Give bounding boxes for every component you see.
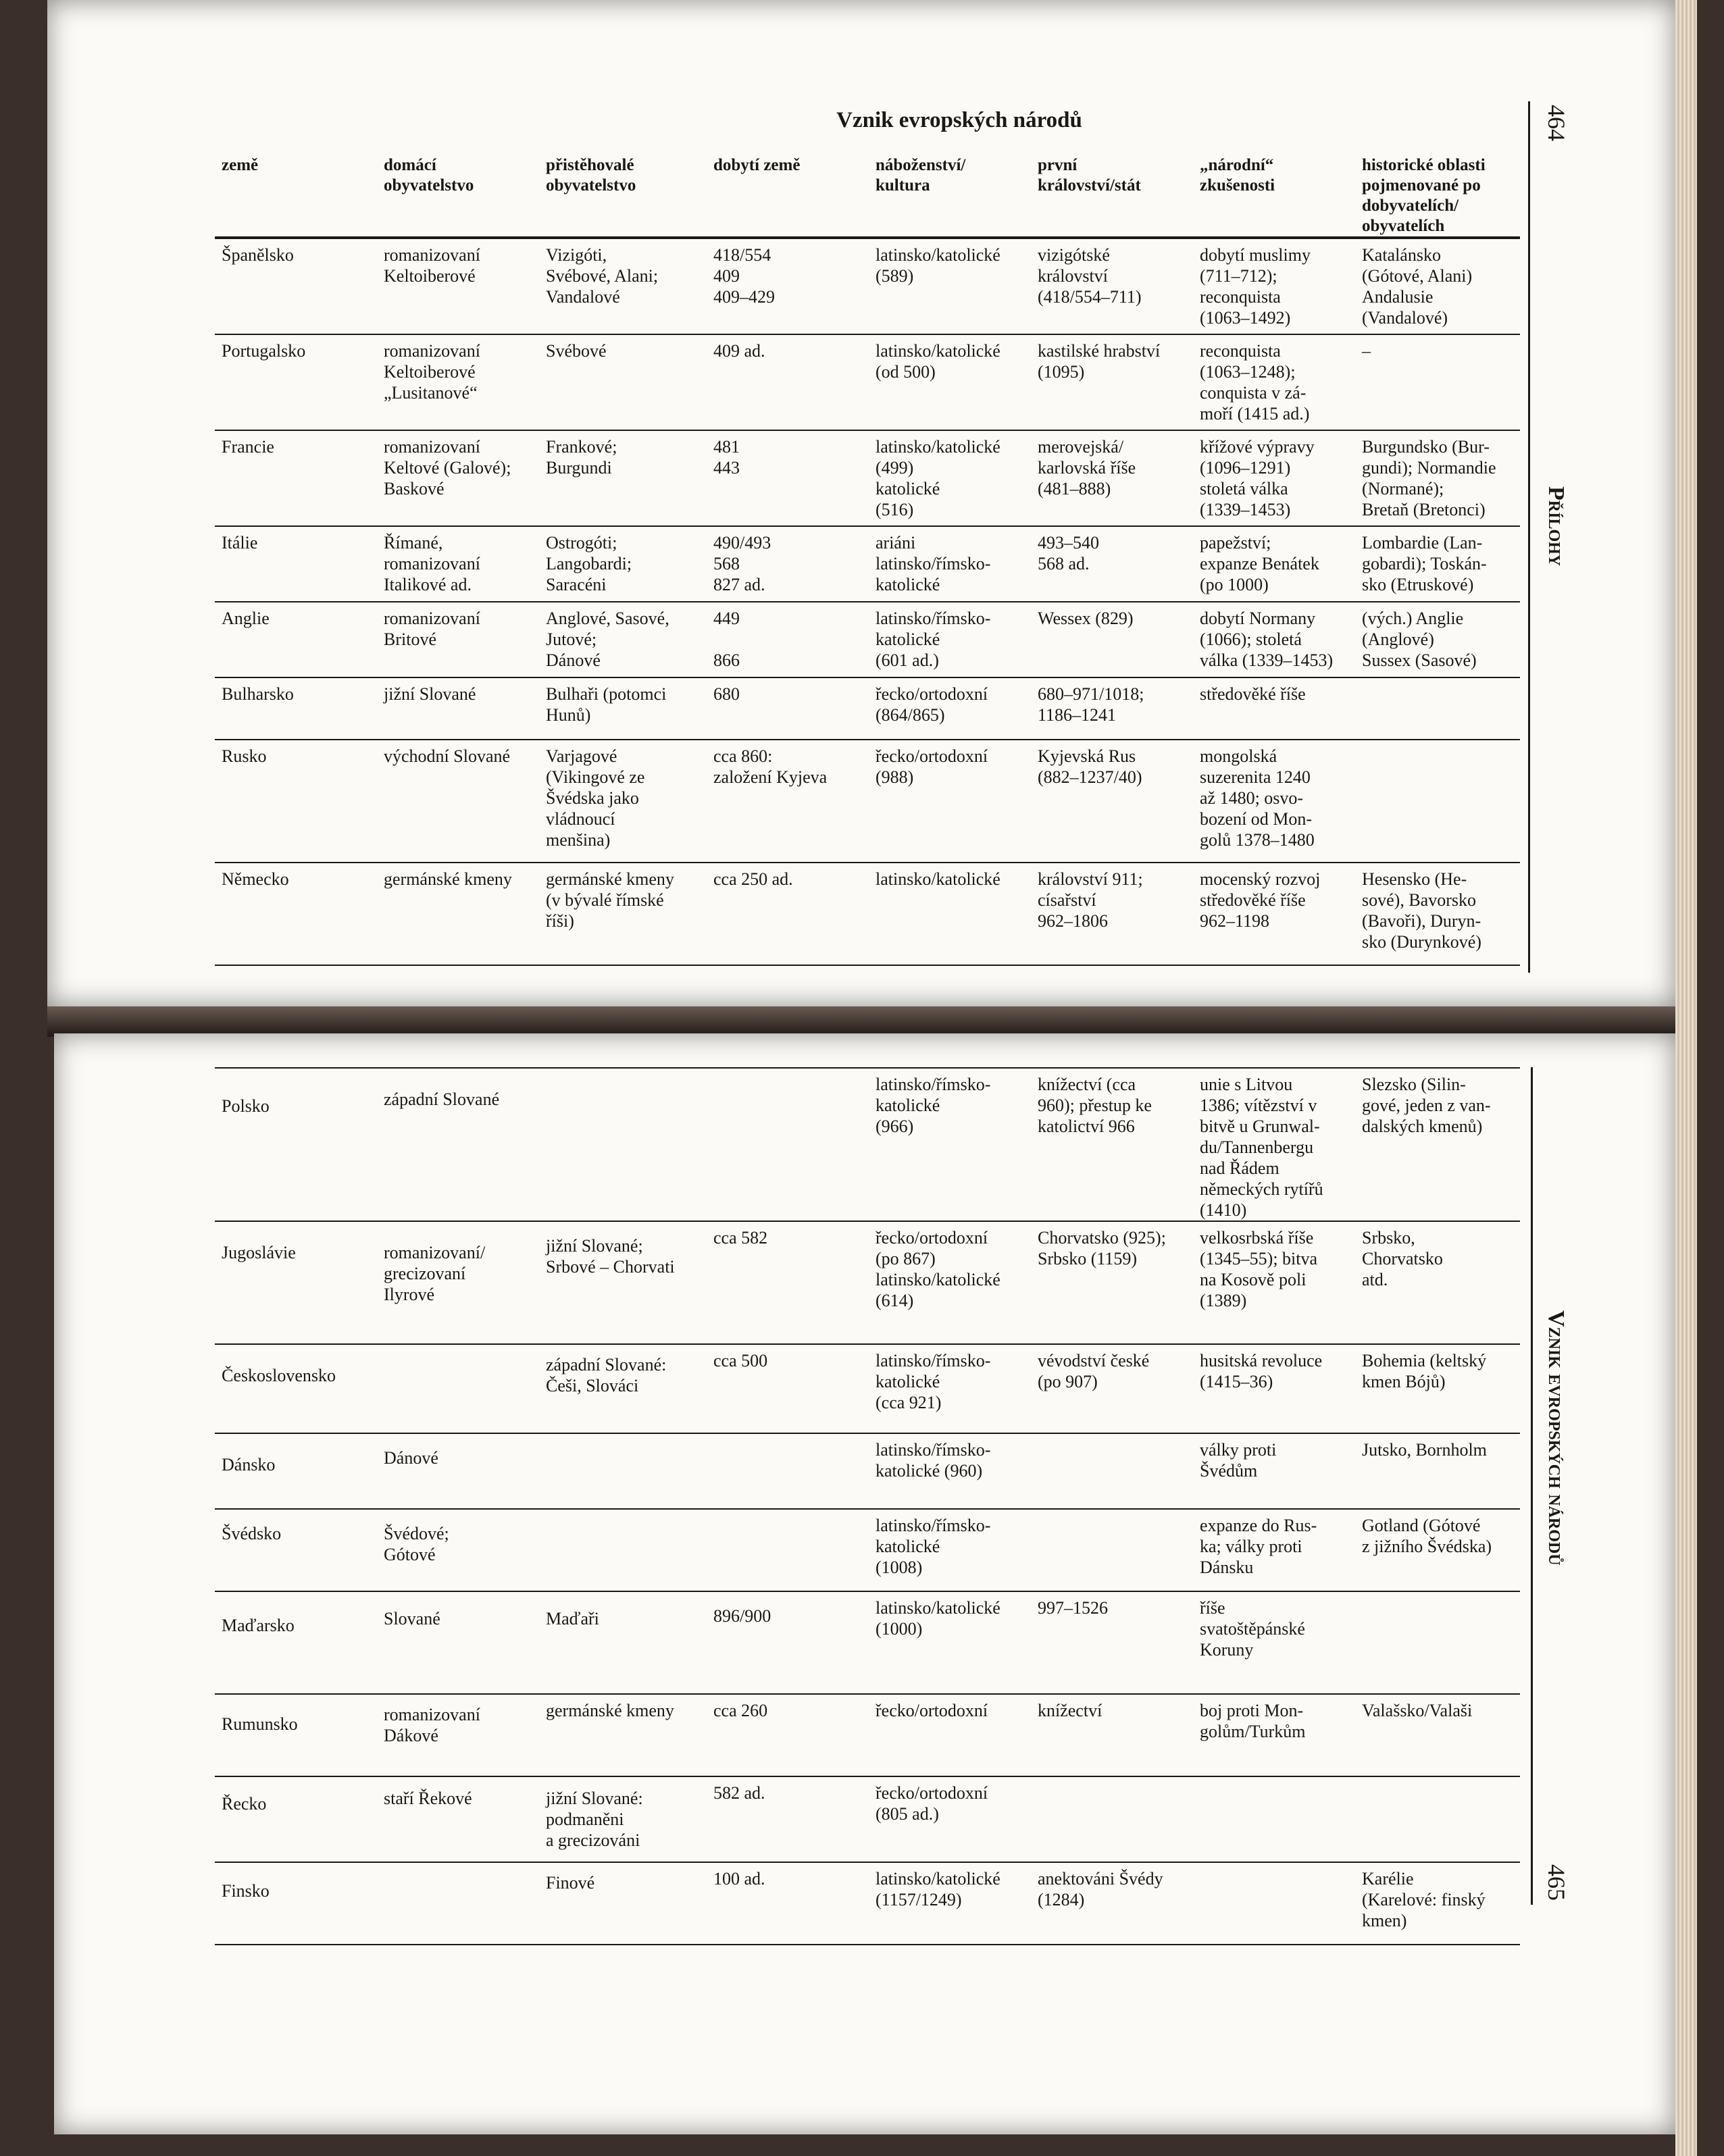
table-cell: latinsko/katolické [876, 869, 1000, 889]
table-cell: romanizovaní Dákové [384, 1705, 480, 1745]
header-cell: náboženství/ kultura [876, 156, 966, 195]
table-cell: – [1362, 341, 1371, 361]
table-row [215, 1222, 1520, 1345]
table-cell: germánské kmeny (v bývalé římské říši) [546, 869, 674, 931]
table-row [215, 1345, 1520, 1434]
table-cell: latinsko/katolické (589) [876, 245, 1000, 286]
table-header-row [215, 150, 1520, 239]
table-cell: Jugoslávie [222, 1243, 296, 1262]
running-head-bottom: Vznik evropských národů [1544, 1310, 1569, 1566]
table-row [215, 1434, 1520, 1510]
table-cell: Bohemia (keltský kmen Bójů) [1362, 1351, 1487, 1391]
table-cell: mocenský rozvoj středověké říše 962–1198 [1200, 869, 1321, 931]
table-cell: Chorvatsko (925); Srbsko (1159) [1038, 1228, 1166, 1268]
table-cell: dobytí Normany (1066); stoletá válka (1339–1453) [1200, 609, 1334, 670]
table-cell: latinsko/katolické (499) katolické (516) [876, 437, 1000, 519]
table-row [215, 863, 1520, 966]
table-cell: Anglie [222, 609, 270, 628]
table-cell: cca 250 ad. [713, 869, 793, 889]
table-cell: Maďaři [546, 1609, 599, 1628]
table-row [215, 1863, 1520, 1945]
table-cell: jižní Slované: podmaněni a grecizováni [546, 1789, 643, 1850]
table-cell: Finsko [222, 1881, 270, 1901]
table-cell: Řecko [222, 1794, 267, 1814]
table-cell: říše svatoštěpánské Koruny [1200, 1598, 1305, 1660]
table-cell: řecko/ortodoxní (po 867) latinsko/katolické (614) [876, 1228, 1000, 1310]
table-cell: Římané, romanizovaní Italikové ad. [384, 533, 480, 594]
table-cell: husitská revoluce (1415–36) [1200, 1351, 1323, 1391]
table-cell: Polsko [222, 1096, 270, 1116]
table-cell: cca 582 [713, 1228, 768, 1248]
book-gutter [47, 1006, 1675, 1037]
table-cell: řecko/ortodoxní (988) [876, 746, 988, 787]
table-cell: germánské kmeny [546, 1701, 674, 1720]
table-cell: 997–1526 [1038, 1598, 1108, 1618]
table-cell: Hesensko (He- sové), Bavorsko (Bavoři), Duryn- sko (Durynkové) [1362, 869, 1481, 952]
table-cell: mongolská suzerenita 1240 až 1480; osvo- bození od Mon- golů 1378–1480 [1200, 746, 1315, 850]
table-cell: romanizovaní Keltové (Galové); Baskové [384, 437, 511, 498]
table-cell: velkosrbská říše (1345–55); bitva na Kosově poli (1389) [1200, 1228, 1318, 1310]
table-cell: latinsko/katolické (1157/1249) [876, 1869, 1000, 1909]
table-row [215, 1777, 1520, 1863]
table-cell: Burgundsko (Bur- gundi); Normandie (Normané); Bretaň (Bretonci) [1362, 437, 1496, 519]
table-cell: Gotland (Gótové z jižního Švédska) [1362, 1516, 1492, 1556]
table-cell: 680–971/1018; 1186–1241 [1038, 684, 1144, 725]
table-row [215, 1592, 1520, 1695]
table-cell: království 911; císařství 962–1806 [1038, 869, 1143, 931]
table-cell: merovejská/ karlovská říše (481–888) [1038, 437, 1136, 498]
table-cell: latinsko/římsko- katolické (1008) [876, 1516, 991, 1577]
table-cell: romanizovaní/ grecizovaní Ilyrové [384, 1243, 486, 1304]
page-number-bottom: 465 [1543, 1864, 1570, 1901]
table-row [215, 239, 1520, 335]
table-bottom [215, 1067, 1520, 1945]
table-cell: Bulharsko [222, 684, 294, 704]
page-edges [1675, 0, 1697, 2156]
table-cell: Kyjevská Rus (882–1237/40) [1038, 746, 1142, 787]
table-cell: anektováni Švédy (1284) [1038, 1869, 1163, 1909]
table-cell: Lombardie (Lan- gobardi); Toskán- sko (Etruskové) [1362, 533, 1487, 594]
table-cell: řecko/ortodoxní (864/865) [876, 684, 988, 725]
table-cell: Dánsko [222, 1455, 276, 1474]
table-cell: latinsko/římsko- katolické (966) [876, 1075, 991, 1136]
table-row [215, 527, 1520, 602]
table-cell: latinsko/katolické (od 500) [876, 341, 1000, 382]
table-cell: Jutsko, Bornholm [1362, 1440, 1487, 1460]
table-title: Vznik evropských národů [836, 108, 1082, 132]
table-cell: 409 ad. [713, 341, 765, 361]
table-cell: Dánové [384, 1448, 438, 1468]
table-cell: jižní Slované; Srbové – Chorvati [546, 1236, 675, 1277]
table-cell: křížové výpravy (1096–1291) stoletá válka (1339–1453) [1200, 437, 1315, 519]
table-cell: řecko/ortodoxní (805 ad.) [876, 1783, 988, 1824]
table-row [215, 431, 1520, 527]
table-cell: Vizigóti, Svébové, Alani; Vandalové [546, 245, 659, 307]
table-cell: jižní Slované [384, 684, 476, 704]
table-cell: 582 ad. [713, 1783, 765, 1803]
table-cell: Srbsko, Chorvatsko atd. [1362, 1228, 1443, 1289]
table-cell: 896/900 [713, 1606, 771, 1626]
table-cell: Svébové [546, 341, 607, 361]
table-cell: unie s Litvou 1386; vítězství v bitvě u Grunwal- du/Tannenbergu nad Řádem německých rytířů (1410) [1200, 1075, 1323, 1220]
table-cell: cca 500 [713, 1351, 768, 1370]
header-cell: domácí obyvatelstvo [384, 156, 474, 195]
table-cell: Švédové; Gótové [384, 1524, 449, 1564]
table-cell: germánské kmeny [384, 869, 512, 889]
table-cell: latinsko/římsko- katolické (601 ad.) [876, 609, 991, 670]
table-row [215, 678, 1520, 740]
table-cell: kastilské hrabství (1095) [1038, 341, 1161, 382]
header-cell: přistěhovalé obyvatelstvo [546, 156, 636, 195]
table-cell: Rusko [222, 746, 267, 766]
table-cell: papežství; expanze Benátek (po 1000) [1200, 533, 1319, 594]
table-cell: války proti Švédům [1200, 1440, 1277, 1481]
header-cell: první království/stát [1038, 156, 1141, 195]
table-cell: cca 260 [713, 1701, 768, 1720]
table-cell: staří Řekové [384, 1789, 472, 1808]
table-cell: Rumunsko [222, 1714, 298, 1734]
table-row [215, 335, 1520, 431]
table-cell: latinsko/římsko- katolické (cca 921) [876, 1351, 991, 1412]
side-rule-bottom [1531, 1067, 1533, 1905]
table-cell: 481 443 [713, 437, 740, 478]
table-cell: expanze do Rus- ka; války proti Dánsku [1200, 1516, 1317, 1577]
table-cell: Katalánsko (Gótové, Alani) Andalusie (Vandalové) [1362, 245, 1473, 328]
table-cell: 100 ad. [713, 1869, 765, 1889]
table-row [215, 740, 1520, 863]
table-cell: Francie [222, 437, 274, 457]
table-cell: Maďarsko [222, 1616, 295, 1635]
table-cell: Španělsko [222, 245, 294, 265]
table-cell: vévodství české (po 907) [1038, 1351, 1150, 1391]
table-row [215, 1069, 1520, 1222]
table-cell: latinsko/římsko- katolické (960) [876, 1440, 991, 1481]
table-cell: Valašsko/Valaši [1362, 1701, 1473, 1720]
header-cell: historické oblasti pojmenované po dobyvatelích/ obyvatelích [1362, 156, 1486, 235]
table-cell: Bulhaři (potomci Hunů) [546, 684, 667, 725]
table-cell: latinsko/katolické (1000) [876, 1598, 1000, 1639]
table-cell: Ostrogóti; Langobardi; Saracéni [546, 533, 632, 594]
running-head-top: Přílohy [1544, 486, 1569, 567]
table-cell: knížectví (cca 960); přestup ke katolictví 966 [1038, 1075, 1152, 1136]
table-cell: východní Slované [384, 746, 511, 766]
header-cell: země [222, 156, 259, 174]
table-cell: 680 [713, 684, 740, 704]
table-cell: cca 860: založení Kyjeva [713, 746, 828, 787]
table-cell: vizigótské království (418/554–711) [1038, 245, 1142, 307]
table-cell: romanizovaní Britové [384, 609, 480, 649]
table-cell: Portugalsko [222, 341, 306, 361]
table-row [215, 1510, 1520, 1592]
table-cell: 493–540 568 ad. [1038, 533, 1099, 573]
table-cell: středověké říše [1200, 684, 1306, 704]
table-cell: Anglové, Sasové, Jutové; Dánové [546, 609, 669, 670]
table-cell: 418/554 409 409–429 [713, 245, 775, 307]
table-cell: Německo [222, 869, 289, 889]
table-cell: romanizovaní Keltoiberové „Lusitanové“ [384, 341, 480, 403]
table-row [215, 1695, 1520, 1777]
table-cell: Frankové; Burgundi [546, 437, 617, 478]
table-cell: Československo [222, 1366, 336, 1385]
table-cell: západní Slované [384, 1089, 500, 1109]
table-cell: Švédsko [222, 1524, 282, 1543]
page-number-top: 464 [1543, 105, 1570, 141]
header-cell: dobytí země [713, 156, 801, 174]
side-rule-top [1528, 101, 1530, 973]
table-cell: Slované [384, 1609, 440, 1628]
table-cell: ariáni latinsko/římsko- katolické [876, 533, 991, 594]
table-row [215, 602, 1520, 678]
table-cell: Slezsko (Silin- gové, jeden z van- dalských kmenů) [1362, 1075, 1491, 1136]
table-cell: 449 866 [713, 609, 740, 670]
table-cell: řecko/ortodoxní [876, 1701, 988, 1720]
table-cell: Finové [546, 1873, 595, 1893]
table-cell: 490/493 568 827 ad. [713, 533, 771, 594]
table-cell: (vých.) Anglie (Anglové) Sussex (Sasové) [1362, 609, 1477, 670]
table-cell: romanizovaní Keltoiberové [384, 245, 480, 286]
table-cell: Karélie (Karelové: finský kmen) [1362, 1869, 1486, 1930]
table-cell: knížectví [1038, 1701, 1102, 1720]
table-cell: reconquista (1063–1248); conquista v zá- moří (1415 ad.) [1200, 341, 1310, 424]
table-top [215, 150, 1520, 966]
table-cell: Itálie [222, 533, 258, 553]
table-cell: západní Slované: Češi, Slováci [546, 1355, 667, 1395]
table-cell: dobytí muslimy (711–712); reconquista (1063–1492) [1200, 245, 1311, 328]
header-cell: „národní“ zkušenosti [1200, 156, 1275, 195]
table-cell: Varjagové (Vikingové ze Švédska jako vládnoucí menšina) [546, 746, 645, 850]
table-cell: Wessex (829) [1038, 609, 1134, 628]
table-cell: boj proti Mon- golům/Turkům [1200, 1701, 1306, 1741]
